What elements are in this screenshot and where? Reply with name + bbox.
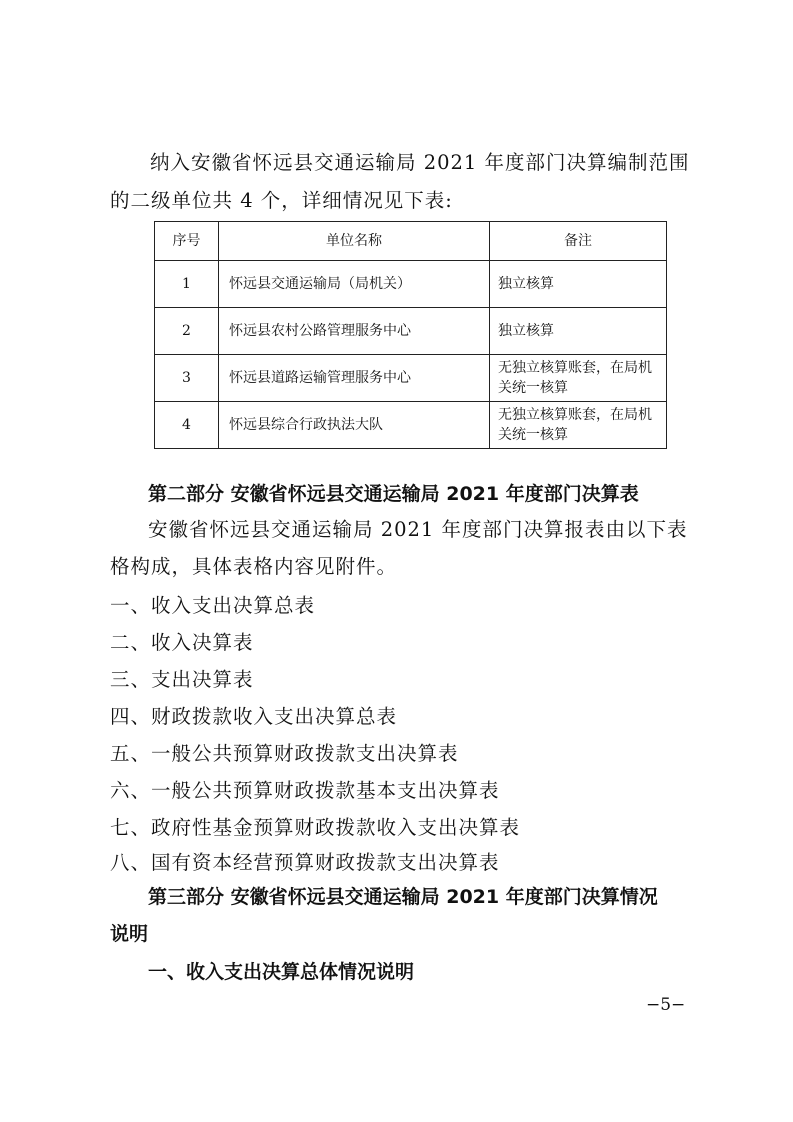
list-item: 三、支出决算表 [110, 668, 254, 691]
row-index: 2 [155, 308, 219, 355]
table-row [155, 308, 667, 355]
row-remark: 无独立核算账套，在局机关统一核算 [490, 355, 667, 402]
row-unit-name: 怀远县综合行政执法大队 [219, 402, 490, 449]
intro-line-2: 的二级单位共 4 个，详细情况见下表: [110, 189, 453, 212]
units-table [154, 221, 667, 449]
row-remark: 无独立核算账套，在局机关统一核算 [490, 402, 667, 449]
table-row [155, 261, 667, 308]
part2-para-line-2: 格构成，具体表格内容见附件。 [110, 555, 398, 578]
row-unit-name: 怀远县交通运输局（局机关） [219, 261, 490, 308]
list-item: 五、一般公共预算财政拨款支出决算表 [110, 742, 459, 765]
table-row [155, 402, 667, 449]
row-remark: 独立核算 [490, 308, 667, 355]
part2-heading: 第二部分 安徽省怀远县交通运输局 2021 年度部门决算表 [148, 483, 639, 505]
intro-line-1: 纳入安徽省怀远县交通运输局 2021 年度部门决算编制范围 [150, 151, 690, 174]
list-item: 一、收入支出决算总表 [110, 594, 316, 617]
table-row [155, 355, 667, 402]
row-index: 3 [155, 355, 219, 402]
list-item: 八、国有资本经营预算财政拨款支出决算表 [110, 851, 500, 874]
header-unit-name: 单位名称 [219, 222, 490, 261]
part2-para-line-1: 安徽省怀远县交通运输局 2021 年度部门决算报表由以下表 [148, 518, 688, 541]
row-index: 1 [155, 261, 219, 308]
header-index: 序号 [155, 222, 219, 261]
list-item: 六、一般公共预算财政拨款基本支出决算表 [110, 779, 500, 802]
table-header-row [155, 222, 667, 261]
list-item: 七、政府性基金预算财政拨款收入支出决算表 [110, 816, 521, 839]
part3-heading-line-2: 说明 [110, 923, 149, 945]
row-unit-name: 怀远县道路运输管理服务中心 [219, 355, 490, 402]
row-remark: 独立核算 [490, 261, 667, 308]
header-remark: 备注 [490, 222, 667, 261]
row-unit-name: 怀远县农村公路管理服务中心 [219, 308, 490, 355]
list-item: 四、财政拨款收入支出决算总表 [110, 705, 398, 728]
part3-sub-heading: 一、收入支出决算总体情况说明 [148, 961, 415, 983]
page-number: −5− [646, 995, 686, 1015]
list-item: 二、收入决算表 [110, 631, 254, 654]
row-index: 4 [155, 402, 219, 449]
part3-heading-line-1: 第三部分 安徽省怀远县交通运输局 2021 年度部门决算情况 [148, 886, 658, 908]
